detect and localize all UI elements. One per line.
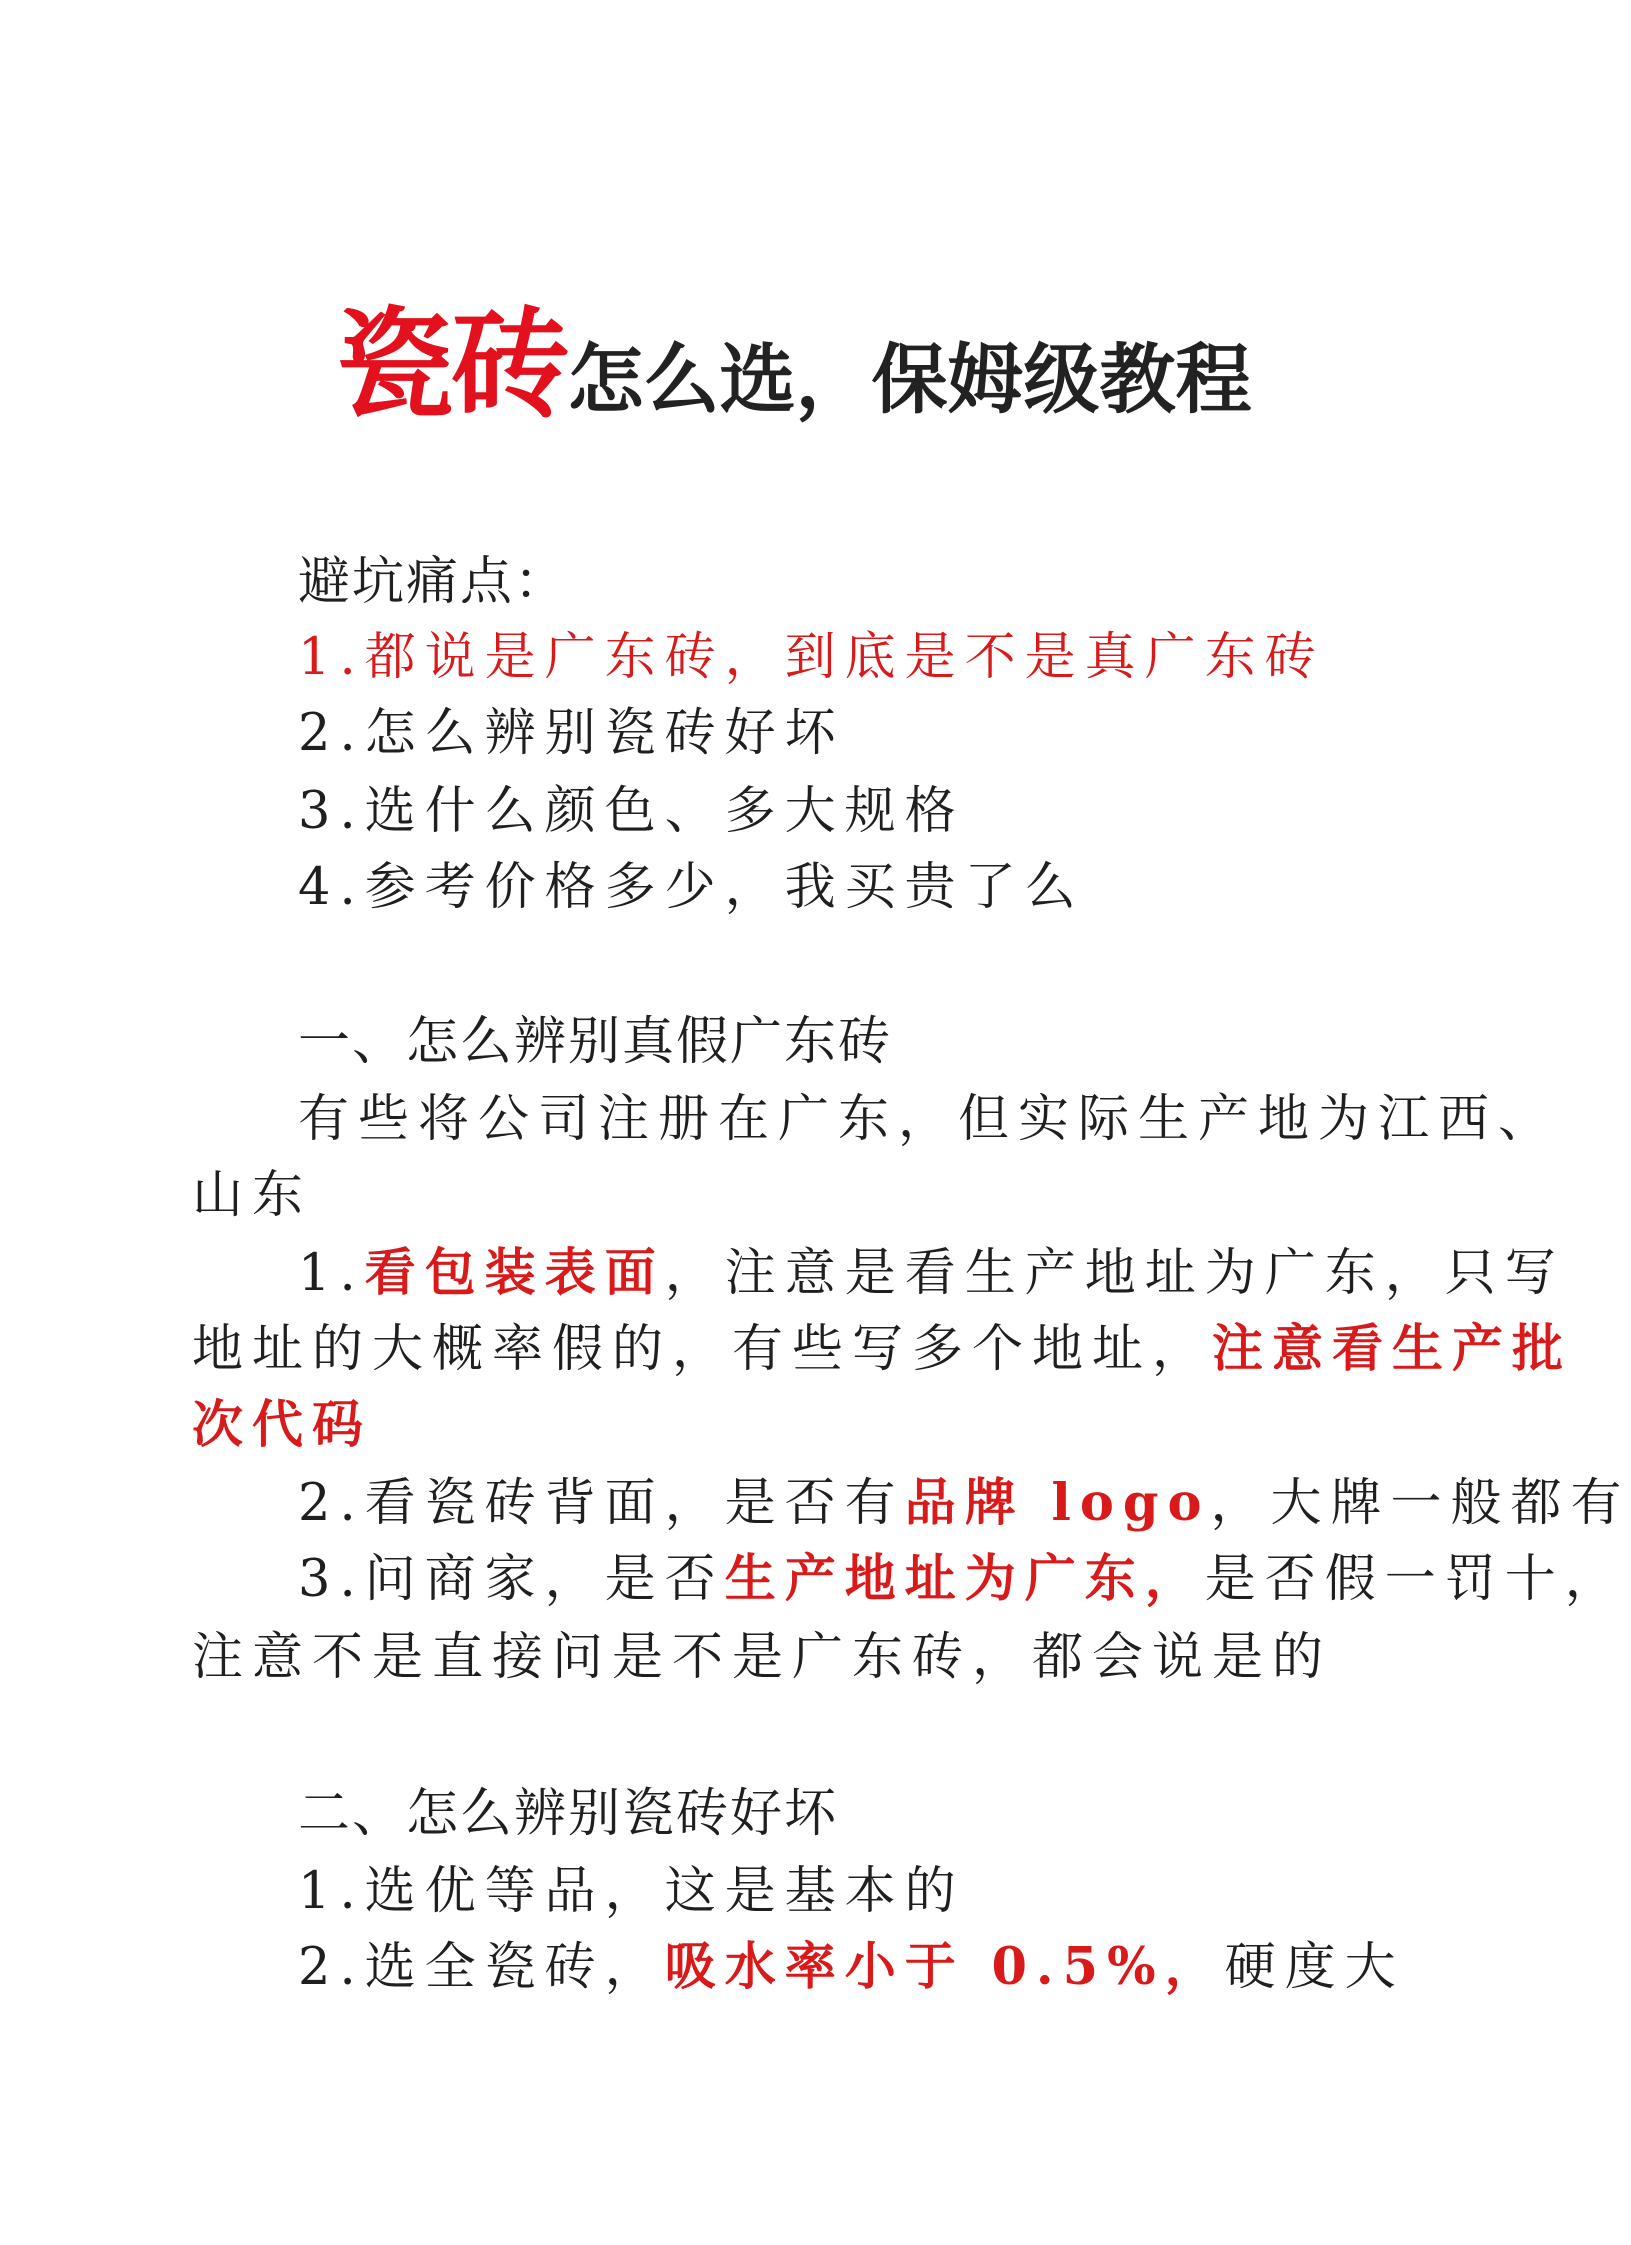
section1-item-3-text: 问商家，是否 (364, 1550, 725, 1609)
intro-item-2-text: 怎么辨别瓷砖好坏 (364, 704, 845, 763)
section2-item-1-num: 1. (298, 1862, 365, 1921)
section1-item-3-highlight: 生产地址为广东， (724, 1549, 1205, 1609)
intro-item-1 (298, 628, 1325, 687)
page-title (0, 270, 1587, 440)
intro-heading: 避坑痛点： (298, 552, 569, 612)
section1-item-1-num: 1. (298, 1244, 365, 1303)
section1-item-3-line-2: 注意不是直接问是不是广东砖，都会说是的 (192, 1628, 1333, 1687)
section1-item-1-text: ，注意是看生产地址为广东，只写 (664, 1244, 1565, 1303)
section1-item-2 (298, 1473, 1631, 1533)
section1-item-2-text: 看瓷砖背面，是否有 (364, 1474, 905, 1533)
section2-item-2-highlight: 吸水率小于 0.5%， (664, 1937, 1225, 1997)
intro-item-4-text: 参考价格多少，我买贵了么 (364, 858, 1085, 917)
intro-item-3 (298, 782, 965, 841)
section1-item-2-num: 2. (298, 1474, 365, 1533)
section1-item-3-text-2: 是否假一罚十， (1204, 1550, 1625, 1609)
section2-item-2 (298, 1937, 1405, 1997)
intro-item-1-text: 都说是广东砖，到底是不是真广东砖 (364, 628, 1325, 687)
section1-item-3-num: 3. (298, 1550, 365, 1609)
title-highlight: 瓷砖 (335, 295, 568, 434)
section1-item-1-line-2 (192, 1319, 1573, 1379)
section1-para-line-2: 山东 (192, 1166, 313, 1225)
intro-item-2-num: 2. (298, 704, 365, 763)
section2-item-1-text: 选优等品，这是基本的 (364, 1862, 965, 1921)
intro-item-4 (298, 858, 1085, 917)
section1-item-1-highlight: 看包装表面 (364, 1243, 665, 1303)
intro-item-4-num: 4. (298, 858, 365, 917)
section1-heading: 一、怎么辨别真假广东砖 (298, 1012, 893, 1072)
section1-item-1-highlight-2: 注意看生产批 (1212, 1319, 1573, 1379)
section1-item-1-line-3: 次代码 (192, 1395, 373, 1455)
section2-heading: 二、怎么辨别瓷砖好坏 (298, 1784, 839, 1844)
section2-item-2-num: 2. (298, 1938, 365, 1997)
intro-item-3-num: 3. (298, 782, 365, 841)
section1-item-1-text-2: 地址的大概率假的，有些写多个地址， (192, 1320, 1213, 1379)
section1-item-3-line-1 (298, 1549, 1625, 1609)
section2-item-1 (298, 1862, 965, 1921)
intro-item-2 (298, 704, 845, 763)
section1-item-2-highlight: 品牌 logo (904, 1473, 1211, 1533)
intro-item-1-num: 1. (298, 628, 365, 687)
section1-item-2-text-2: ，大牌一般都有 (1210, 1474, 1631, 1533)
section2-item-2-text-2: 硬度大 (1224, 1938, 1405, 1997)
section1-para-line-1: 有些将公司注册在广东，但实际生产地为江西、 (298, 1090, 1559, 1149)
title-rest: 怎么选，保姆级教程 (567, 335, 1252, 424)
intro-item-3-text: 选什么颜色、多大规格 (364, 782, 965, 841)
section1-item-1-line-1 (298, 1243, 1565, 1303)
section2-item-2-text: 选全瓷砖， (364, 1938, 665, 1997)
